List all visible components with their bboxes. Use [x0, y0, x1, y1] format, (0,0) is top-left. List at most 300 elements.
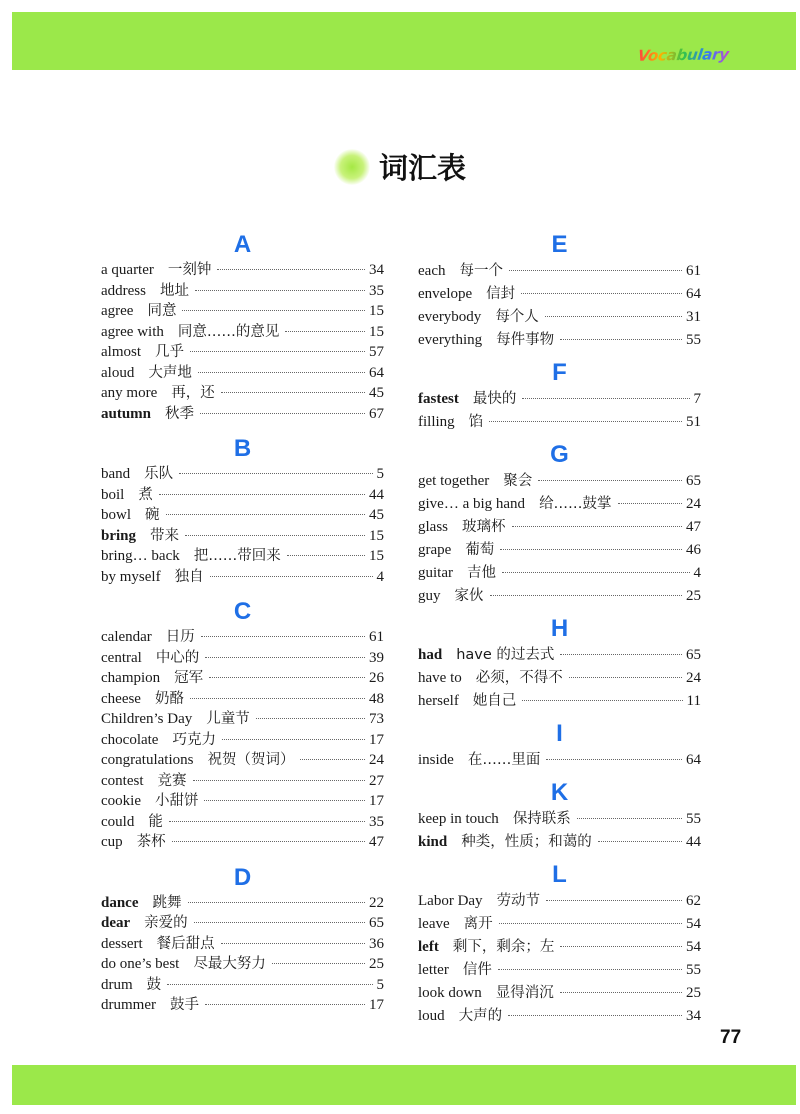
vocab-word: drummer [101, 997, 156, 1013]
dot-leader [222, 739, 365, 740]
vocab-page: 67 [369, 405, 384, 422]
vocab-word: agree [101, 303, 134, 319]
vocab-word: have to [418, 670, 462, 686]
vocab-page: 27 [369, 772, 384, 789]
dot-leader [159, 494, 365, 495]
dot-leader [489, 421, 682, 422]
vocab-entry [418, 749, 701, 772]
vocab-page: 36 [369, 935, 384, 952]
dot-leader [499, 923, 682, 924]
vocab-meaning: 餐后甜点 [156, 935, 215, 952]
vocab-meaning: 劳动节 [496, 893, 541, 909]
vocab-word: letter [418, 962, 449, 978]
vocab-entry [101, 709, 384, 730]
section-letter: I [556, 720, 563, 747]
vocab-page: 55 [686, 811, 701, 827]
vocab-page: 24 [686, 496, 701, 512]
dot-leader [198, 372, 365, 373]
vocab-word: agree with [101, 323, 164, 340]
vocab-page: 31 [686, 309, 701, 325]
vocab-meaning: 吉他 [467, 565, 496, 581]
section-letter: H [550, 615, 569, 642]
vocab-page: 44 [686, 834, 701, 850]
page-title-block [0, 146, 800, 187]
section-f [418, 358, 701, 440]
vocab-page: 34 [686, 1008, 701, 1024]
vocab-entry [418, 470, 701, 493]
vocab-page: 17 [369, 793, 384, 809]
vocab-meaning: 碗 [145, 507, 160, 523]
vocab-meaning: 日历 [165, 629, 195, 645]
dot-leader [172, 841, 365, 842]
vocab-word: by myself [101, 568, 161, 585]
vocab-word: had [418, 647, 443, 663]
vocab-word: look down [418, 985, 482, 1001]
vocab-page: 64 [369, 364, 384, 381]
vocab-meaning: 她自己 [472, 693, 517, 709]
vocab-page: 34 [369, 262, 384, 278]
section-h [418, 614, 701, 719]
vocab-meaning: 聚会 [503, 473, 533, 489]
dot-leader [545, 316, 682, 317]
vocab-entry [101, 281, 384, 302]
vocab-word: everything [418, 332, 483, 348]
vocab-page: 26 [369, 670, 384, 686]
vocab-word: congratulations [101, 752, 194, 768]
section-gap [101, 853, 384, 863]
section-letter: G [550, 441, 569, 468]
vocab-word: any more [101, 385, 158, 401]
vocab-entry [418, 585, 701, 608]
vocab-meaning: 乐队 [144, 466, 174, 482]
vocab-entry [101, 342, 384, 363]
section-gap [101, 1016, 384, 1026]
vocab-meaning: 煮 [138, 486, 153, 503]
vocab-meaning: 大声地 [148, 364, 192, 381]
dot-leader [546, 759, 682, 760]
vocab-entry [101, 546, 384, 567]
vocab-meaning: 巧克力 [172, 731, 216, 748]
vocab-entry [101, 567, 384, 588]
vocab-page: 45 [369, 385, 384, 401]
vocab-entry [101, 404, 384, 425]
vocab-page: 15 [369, 303, 384, 319]
section-l [418, 860, 701, 1034]
vocab-meaning: 离开 [463, 916, 493, 932]
vocab-word: cheese [101, 690, 141, 707]
vocab-entry [418, 913, 701, 936]
vocab-meaning: 鼓 [146, 976, 162, 993]
vocab-entry [101, 464, 384, 485]
dot-leader [194, 922, 365, 923]
dot-leader [201, 636, 365, 637]
dot-leader [285, 331, 365, 332]
footer-bar [12, 1065, 796, 1105]
vocab-entry [101, 301, 384, 322]
dot-leader [300, 759, 365, 760]
vocab-word: dance [101, 894, 139, 911]
dot-leader [546, 900, 682, 901]
vocab-word: get together [418, 473, 490, 489]
vocab-word: contest [101, 772, 144, 789]
vocab-word: cookie [101, 793, 141, 809]
vocab-page: 35 [369, 282, 384, 299]
dot-leader [502, 572, 690, 573]
vocab-meaning: have 的过去式 [456, 647, 555, 663]
vocab-entry [418, 959, 701, 982]
dot-leader [560, 946, 682, 947]
vocab-page: 25 [686, 588, 701, 604]
vocab-page: 57 [369, 344, 384, 360]
vocab-word: address [101, 282, 146, 299]
vocab-meaning: 信件 [462, 962, 492, 978]
vocab-page: 24 [369, 752, 384, 768]
vocab-page: 65 [686, 647, 701, 663]
vocab-entry [418, 539, 701, 562]
vocab-page: 4 [693, 565, 701, 581]
vocab-meaning: 必须，不得不 [475, 670, 563, 686]
section-letter: L [552, 861, 567, 888]
dot-leader [577, 818, 682, 819]
vocab-meaning: 种类，性质；和蔼的 [461, 834, 592, 850]
vocab-word: leave [418, 916, 450, 932]
vocab-entry [101, 893, 384, 914]
section-letter: A [233, 231, 252, 258]
vocab-page: 5 [376, 976, 384, 993]
vocab-page: 65 [686, 473, 701, 489]
vocab-entry [101, 995, 384, 1016]
vocab-page: 64 [686, 752, 701, 768]
vocab-entry [418, 388, 701, 411]
section-gap [418, 1028, 701, 1034]
vocab-page: 61 [686, 263, 701, 279]
vocab-meaning: 一刻钟 [167, 262, 212, 278]
dot-leader [221, 392, 365, 393]
vocab-entry [101, 771, 384, 792]
vocab-page: 45 [369, 507, 384, 523]
vocab-page: 51 [686, 414, 701, 430]
vocab-meaning: 地址 [160, 282, 189, 299]
vocab-meaning: 剩下，剩余；左 [452, 939, 555, 955]
vocab-meaning: 同意 [147, 303, 177, 319]
page-title: 词汇表 [379, 151, 467, 185]
vocab-entry [418, 516, 701, 539]
vocab-meaning: 能 [148, 813, 163, 830]
vocab-meaning: 跳舞 [152, 894, 182, 911]
vocab-word: inside [418, 752, 454, 768]
left-column [101, 230, 384, 1026]
dot-leader [560, 654, 682, 655]
dot-leader [190, 698, 365, 699]
dot-leader [618, 503, 682, 504]
vocab-meaning: 信封 [486, 286, 516, 302]
vocab-word: aloud [101, 364, 135, 381]
vocab-page: 61 [369, 629, 384, 645]
vocab-meaning: 秋季 [165, 405, 195, 422]
vocab-entry [418, 562, 701, 585]
vocab-meaning: 给……鼓掌 [539, 496, 612, 512]
vocab-meaning: 同意……的意见 [177, 323, 280, 340]
vocab-entry [418, 644, 701, 667]
vocab-page: 24 [686, 670, 701, 686]
section-k [418, 778, 701, 860]
section-gap [101, 424, 384, 434]
vocab-meaning: 再，还 [171, 385, 215, 401]
vocab-word: do one’s best [101, 956, 180, 972]
vocab-entry [101, 750, 384, 771]
vocab-page: 64 [686, 286, 701, 302]
dot-leader [498, 969, 682, 970]
vocab-entry [101, 730, 384, 751]
dot-leader [560, 992, 682, 993]
vocab-entry [101, 627, 384, 648]
vocab-meaning: 尽最大努力 [193, 956, 266, 972]
dot-leader [221, 943, 365, 944]
vocab-meaning: 保持联系 [512, 811, 571, 827]
vocab-meaning: 独自 [174, 568, 204, 585]
dot-leader [256, 718, 365, 719]
dot-leader [538, 480, 682, 481]
vocab-word: champion [101, 670, 161, 686]
vocab-page: 17 [369, 997, 384, 1013]
vocab-entry [101, 975, 384, 996]
vocab-word: boil [101, 486, 125, 503]
dot-leader [512, 526, 683, 527]
vocab-word: dessert [101, 935, 143, 952]
dot-leader [167, 984, 372, 985]
dot-leader [272, 963, 365, 964]
vocab-meaning: 每件事物 [496, 332, 555, 348]
dot-leader [209, 677, 365, 678]
vocab-entry [418, 890, 701, 913]
vocab-entry [101, 668, 384, 689]
vocab-entry [101, 791, 384, 812]
vocab-word: guy [418, 588, 441, 604]
vocab-entry [418, 690, 701, 713]
vocab-meaning: 最快的 [472, 391, 517, 407]
vocab-word: Labor Day [418, 893, 483, 909]
dot-leader [205, 1004, 365, 1005]
vocab-word: autumn [101, 405, 152, 422]
vocab-entry [418, 831, 701, 854]
vocab-word: filling [418, 414, 455, 430]
section-c [101, 597, 384, 863]
vocab-meaning: 家伙 [454, 588, 484, 604]
dot-leader [200, 413, 365, 414]
vocab-meaning: 每一个 [459, 263, 503, 279]
vocab-page: 65 [369, 915, 384, 931]
vocab-word: left [418, 939, 439, 955]
vocab-entry [418, 1005, 701, 1028]
vocab-entry [418, 283, 701, 306]
vocab-meaning: 茶杯 [136, 834, 166, 850]
vocab-meaning: 带来 [150, 527, 180, 544]
vocab-entry [101, 689, 384, 710]
vocab-meaning: 鼓手 [169, 997, 199, 1013]
vocab-word: each [418, 263, 446, 279]
vocab-meaning: 馅 [468, 414, 484, 430]
page-number: 77 [720, 1027, 742, 1048]
dot-leader [205, 657, 365, 658]
vocab-entry [101, 934, 384, 955]
vocab-word: central [101, 649, 142, 666]
vocab-meaning: 奶酪 [154, 690, 184, 707]
vocab-word: cup [101, 834, 123, 850]
vocab-word: could [101, 813, 135, 830]
vocab-word: glass [418, 519, 448, 535]
dot-leader [287, 555, 365, 556]
dot-leader [490, 595, 683, 596]
vocab-entry [418, 667, 701, 690]
section-letter: C [233, 598, 252, 625]
vocab-word: drum [101, 976, 133, 993]
vocab-meaning: 小甜饼 [154, 793, 199, 809]
vocab-word: kind [418, 834, 448, 850]
vocab-page: 73 [369, 711, 384, 727]
vocab-word: keep in touch [418, 811, 499, 827]
dot-leader [500, 549, 682, 550]
vocab-word: envelope [418, 286, 473, 302]
dot-leader [217, 269, 365, 270]
vocab-page: 25 [369, 956, 384, 972]
vocab-entry [418, 260, 701, 283]
dot-leader [179, 473, 372, 474]
vocab-meaning: 亲爱的 [144, 915, 188, 931]
vocab-entry [101, 505, 384, 526]
section-letter: K [550, 779, 569, 806]
vocab-page: 15 [369, 548, 384, 564]
vocab-meaning: 冠军 [174, 670, 204, 686]
dot-leader [210, 576, 373, 577]
vocabulary-logo: Vocabulary [636, 45, 730, 65]
right-column [418, 230, 701, 1034]
section-a [101, 230, 384, 434]
vocab-meaning: 玻璃杯 [462, 519, 506, 535]
dot-leader [522, 398, 689, 399]
title-bullet-icon [334, 149, 370, 185]
vocab-page: 55 [686, 332, 701, 348]
vocab-entry [101, 648, 384, 669]
vocab-entry [101, 363, 384, 384]
vocab-entry [101, 260, 384, 281]
vocab-meaning: 中心的 [155, 649, 200, 666]
vocab-meaning: 儿童节 [206, 711, 250, 727]
dot-leader [193, 780, 366, 781]
vocab-word: fastest [418, 391, 459, 407]
vocab-meaning: 竞赛 [157, 772, 187, 789]
dot-leader [509, 270, 682, 271]
dot-leader [521, 293, 682, 294]
vocab-word: grape [418, 542, 452, 558]
vocab-entry [101, 526, 384, 547]
vocab-entry [101, 322, 384, 343]
section-d [101, 863, 384, 1026]
dot-leader [598, 841, 682, 842]
vocab-entry [418, 306, 701, 329]
vocab-entry [418, 329, 701, 352]
dot-leader [169, 821, 365, 822]
dot-leader [508, 1015, 682, 1016]
vocab-word: bowl [101, 507, 131, 523]
vocab-meaning: 祝贺（贺词） [207, 752, 295, 768]
vocab-page: 47 [686, 519, 701, 535]
vocab-word: guitar [418, 565, 453, 581]
dot-leader [569, 677, 682, 678]
section-letter: E [551, 231, 568, 258]
vocab-meaning: 大声的 [458, 1008, 503, 1024]
vocab-word: almost [101, 344, 141, 360]
vocab-entry [101, 954, 384, 975]
vocab-page: 22 [369, 894, 384, 911]
vocab-page: 15 [369, 527, 384, 544]
vocab-page: 39 [369, 649, 384, 666]
vocab-meaning: 把……带回来 [193, 548, 281, 564]
section-letter: B [233, 435, 252, 462]
vocab-word: calendar [101, 629, 152, 645]
vocab-word: bring [101, 527, 137, 544]
vocab-meaning: 显得消沉 [495, 985, 554, 1001]
vocab-word: loud [418, 1008, 445, 1024]
vocab-page: 4 [376, 568, 384, 585]
dot-leader [185, 535, 365, 536]
vocab-word: give… a big hand [418, 496, 526, 512]
vocab-word: bring… back [101, 548, 180, 564]
vocab-meaning: 葡萄 [465, 542, 495, 558]
vocab-entry [101, 913, 384, 934]
vocab-meaning: 在……里面 [467, 752, 541, 768]
vocab-entry [101, 832, 384, 853]
dot-leader [522, 700, 682, 701]
dot-leader [166, 514, 366, 515]
vocab-page: 54 [686, 916, 701, 932]
vocab-word: band [101, 466, 131, 482]
section-b [101, 434, 384, 597]
section-gap [101, 587, 384, 597]
vocab-page: 48 [369, 690, 384, 707]
vocab-page: 25 [686, 985, 701, 1001]
vocab-page: 35 [369, 813, 384, 830]
vocab-page: 47 [369, 834, 384, 850]
vocab-entry [418, 808, 701, 831]
vocab-entry [418, 982, 701, 1005]
vocab-word: herself [418, 693, 459, 709]
dot-leader [188, 902, 366, 903]
vocab-page: 17 [369, 731, 384, 748]
vocab-page: 62 [686, 893, 701, 909]
vocab-word: a quarter [101, 262, 154, 278]
vocab-entry [101, 485, 384, 506]
vocab-page: 7 [693, 391, 701, 407]
dot-leader [204, 800, 365, 801]
vocab-meaning: 几乎 [155, 344, 184, 360]
vocab-entry [101, 383, 384, 404]
dot-leader [195, 290, 365, 291]
vocab-entry [418, 411, 701, 434]
vocab-word: everybody [418, 309, 482, 325]
section-i [418, 719, 701, 778]
vocab-page: 55 [686, 962, 701, 978]
section-g [418, 440, 701, 614]
vocab-entry [101, 812, 384, 833]
vocab-page: 46 [686, 542, 701, 558]
vocab-page: 54 [686, 939, 701, 955]
vocab-word: chocolate [101, 731, 159, 748]
section-e [418, 230, 701, 358]
dot-leader [182, 310, 365, 311]
dot-leader [190, 351, 365, 352]
vocab-word: dear [101, 915, 131, 931]
vocab-entry [418, 493, 701, 516]
